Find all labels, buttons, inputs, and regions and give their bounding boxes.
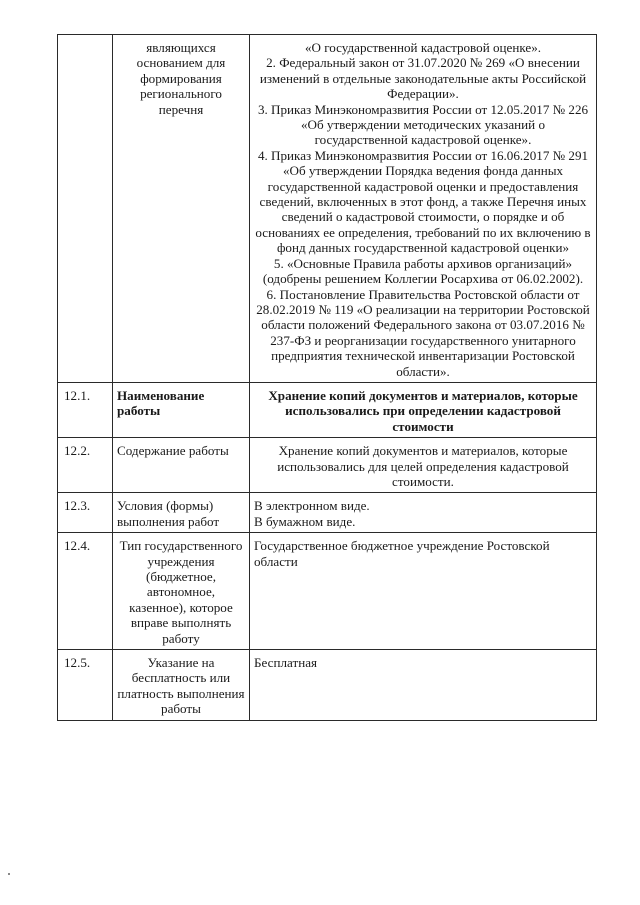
row-name-cell: Тип государственного учреждения (бюджетное, автономное, казенное), которое вправе выполнять работу [113,533,250,650]
work-description-table [57,34,597,721]
row-name-cell: Содержание работы [113,438,250,493]
row-number-cell: 12.3. [58,493,113,533]
row-name-cell: Указание на бесплатность или платность выполнения работы [113,650,250,721]
row-number-cell: 12.2. [58,438,113,493]
row-name-cell: Наименование работы [113,382,250,437]
legal-basis-item-5: 5. «Основные Правила работы архивов организаций» (одобрены решением Коллегии Росархива от 06.02.2002). [262,255,584,287]
table-row [58,35,597,383]
row-number-cell: 12.5. [58,650,113,721]
row-number-cell: 12.4. [58,533,113,650]
condition-paper: В бумажном виде. [254,513,356,529]
legal-basis-item-2: 2. Федеральный закон от 31.07.2020 № 269 «О внесении изменений в отдельные законодательные акты Российской Федерации». [259,55,587,102]
institution-type-value: Государственное бюджетное учреждение Ростовской области [250,533,597,650]
legal-basis-item-6: 6. Постановление Правительства Ростовской области от 28.02.2019 № 119 «О реализации на территории Ростовской области положений Федерального закона от 03.07.2016 № 237-ФЗ и реорганизации государственного унитарного предприятия технической инвентаризации Ростовской области». [256,286,590,379]
table-row [58,438,597,493]
row-name-cell: Условия (формы) выполнения работ [113,493,250,533]
row-number-cell: 12.1. [58,382,113,437]
legal-basis-item-1: «О государственной кадастровой оценке». [304,40,542,55]
row-name-cell: являющихся основанием для формирования регионального перечня [113,35,250,383]
legal-basis-item-3: 3. Приказ Минэкономразвития России от 12.05.2017 № 226 «Об утверждении методических указаний о государственной кадастровой оценке». [257,101,589,148]
scan-speck [8,873,10,875]
table-row [58,533,597,650]
table-row [58,493,597,533]
condition-electronic: В электронном виде. [254,498,370,514]
row-number-cell [58,35,113,383]
work-name-value: Хранение копий документов и материалов, которые использовались при определении кадастровой стоимости [250,382,597,437]
table-row [58,382,597,437]
work-conditions-value [250,493,597,533]
table-row [58,650,597,721]
payment-type-value: Бесплатная [250,650,597,721]
work-content-value: Хранение копий документов и материалов, которые использовались для целей определения кадастровой стоимости. [250,438,597,493]
legal-basis-list [250,35,597,383]
legal-basis-item-4: 4. Приказ Минэкономразвития России от 16.06.2017 № 291 «Об утверждении Порядка ведения фонда данных государственной кадастровой оценки и предоставления сведений, включенных в этот фонд, а также Перечня иных сведений о кадастровой стоимости, о порядке и об основаниях ее определения, требований по их включению в фонд данных государственной кадастровой оценки» [255,147,591,256]
